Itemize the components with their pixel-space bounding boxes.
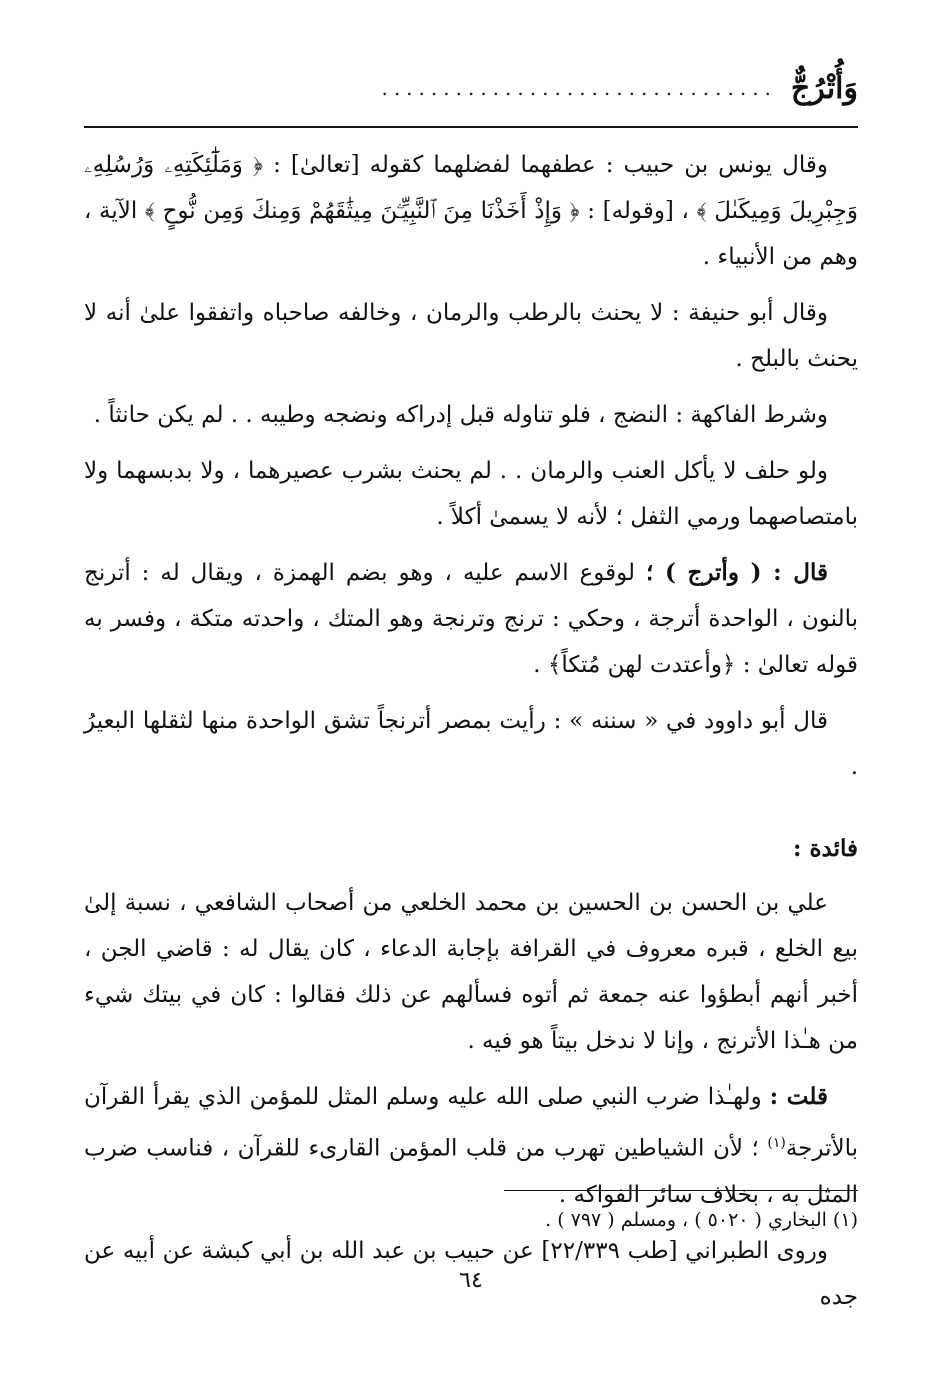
qala-label: قال : ( وأترج ) ؛ (646, 559, 828, 586)
faida-heading: فائدة : (792, 835, 858, 862)
running-header (84, 68, 858, 108)
paragraph-halaf: ولو حلف لا يأكل العنب والرمان . . لم يحنث بشرب عصيرهما ، ولا بدبسهما ولا بامتصاصهما ورمي الثفل ؛ لأنه لا يسمىٰ أكلاً . (84, 458, 858, 530)
qultu-text-2: ؛ لأن الشياطين تهرب من قلب المؤمن القارىء للقرآن ، فناسب ضرب المثل به ، بخلاف سائر الفواكه . (84, 1135, 858, 1208)
paragraph-qala (84, 550, 858, 688)
footnote-rule (504, 1190, 858, 1191)
page-number: ٦٤ (459, 1268, 483, 1293)
main-text (84, 142, 858, 1330)
paragraph-abu-hanifa: وقال أبو حنيفة : لا يحنث بالرطب والرمان ، وخالفه صاحباه واتفقوا علىٰ أنه لا يحنث بالبلح . (84, 300, 858, 372)
paragraph-qultu (84, 1074, 858, 1218)
book-page (84, 50, 858, 1340)
footnote-1: (١) البخاري ( ٥٠٢٠ ) ، ومسلم ( ٧٩٧ ) . (545, 1209, 858, 1231)
header-leader-dots: ................................ (381, 76, 777, 100)
paragraph-faida: علي بن الحسن بن الحسين بن محمد الخلعي من أصحاب الشافعي ، نسبة إلىٰ بيع الخلع ، قبره معروف في القرافة بإجابة الدعاء ، كان يقال له : قاضي الجن ، أخبر أنهم أبطؤوا عنه جمعة ثم أتوه فسألهم عن ذلك فقالوا : كان في بيتك شيء من هـٰذا الأترنج ، وإنا لا ندخل بيتاً هو فيه . (84, 890, 858, 1054)
paragraph-fakiha: وشرط الفاكهة : النضج ، فلو تناوله قبل إدراكه ونضجه وطيبه . . لم يكن حانثاً . (93, 402, 828, 428)
qala-text: لوقوع الاسم عليه ، وهو بضم الهمزة ، ويقال له : أترنج بالنون ، الواحدة أترجة ، وحكي : ترنج وترنجة وهو المتك ، واحدته متكة ، وفسر به قوله تعالىٰ : ﴿وأعتدت لهن مُتكاً﴾ . (84, 560, 858, 678)
header-rule (84, 126, 858, 128)
footnote-reference[interactable]: (١) (767, 1135, 786, 1151)
running-title: وَأُتْرُجٌّ (790, 70, 858, 106)
paragraph-tabarani: وروى الطبراني [طب ٢٢/٣٣٩] عن حبيب بن عبد الله بن أبي كبشة عن أبيه عن جده (84, 1237, 858, 1310)
qultu-label: قلت : (769, 1083, 828, 1110)
qultu-text-1: ولهـٰذا ضرب النبي صلى الله عليه وسلم المثل للمؤمن الذي يقرأ القرآن بالأترجة (84, 1084, 858, 1162)
paragraph-younus: وقال يونس بن حبيب : عطفهما لفضلهما كقوله [تعالىٰ] : ﴿ وَمَلَٰٓئِكَتِهِۦ وَرُسُلِهِۦ وَجِبْرِيلَ وَمِيكَىٰلَ ﴾ ، [وقوله] : ﴿ وَإِذْ أَخَذْنَا مِنَ ٱلنَّبِيِّـۧنَ مِيثَٰقَهُمْ وَمِنكَ وَمِن نُّوحٍ ﴾ الآية ، وهم من الأنبياء . (84, 152, 858, 270)
paragraph-abu-dawud: قال أبو داوود في « سننه » : رأيت بمصر أترنجاً تشق الواحدة منها لثقلها البعيرُ . (84, 708, 858, 780)
